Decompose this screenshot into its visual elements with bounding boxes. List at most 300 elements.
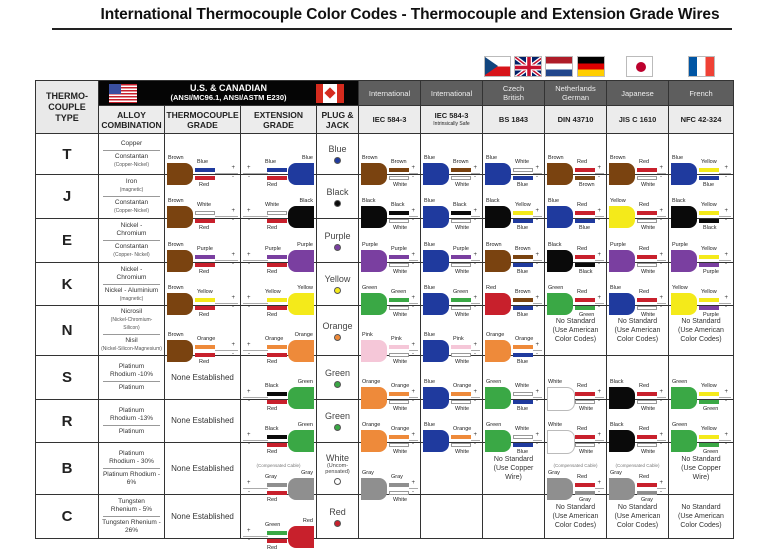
neg-sign: - <box>536 260 538 267</box>
pos-label: Green <box>391 289 407 295</box>
conductor-green <box>389 298 409 302</box>
std-label: JIS C 1610 <box>618 115 657 124</box>
lead-line <box>595 303 604 304</box>
lead-line <box>471 216 480 217</box>
alloy-negative <box>99 335 164 355</box>
neg-sign: - <box>232 304 234 310</box>
pos-sign: + <box>597 388 601 395</box>
pos-label: Yellow <box>701 426 717 432</box>
pos-label: Red <box>639 201 650 208</box>
neg-label: White <box>393 182 408 188</box>
uk-flag <box>514 56 542 77</box>
conductor-red <box>637 211 657 215</box>
alloy-negative <box>99 426 164 438</box>
intl-cell-4 <box>607 356 669 412</box>
lead-line <box>243 216 268 217</box>
neg-sign: - <box>536 304 538 310</box>
pos-label: Orange <box>197 335 216 342</box>
neg-sign: - <box>232 350 234 357</box>
pos-sign: + <box>659 388 663 395</box>
pos-label: Black <box>265 382 279 389</box>
type-row-n <box>36 306 734 356</box>
header-thermocouple-grade: THERMOCOUPLE GRADE <box>165 106 241 134</box>
alloy-negative-label: Platinum <box>118 384 145 391</box>
pos-sign: + <box>247 388 251 395</box>
alloy-negative <box>99 517 164 537</box>
conductor-orange <box>389 435 409 439</box>
pos-label: Yellow <box>701 289 717 295</box>
alloy-negative-label: Constantan <box>114 243 149 250</box>
alloy-negative <box>99 151 164 171</box>
lead-line <box>533 350 542 351</box>
extension-grade-cell <box>241 175 317 231</box>
czech-flag <box>484 56 511 77</box>
pos-sign: + <box>247 527 251 534</box>
conductor-pink <box>389 345 409 349</box>
intl-cell-1 <box>421 495 483 539</box>
jacket-label: Pink <box>362 331 373 338</box>
alloy-positive <box>103 405 160 426</box>
neg-sign: - <box>474 260 476 267</box>
conductor-brown <box>389 168 409 172</box>
neg-label: White <box>455 405 470 412</box>
intl-cell-1 <box>421 134 483 188</box>
conductor-brown <box>513 255 533 259</box>
alloy-combination <box>99 134 165 175</box>
neg-sign: - <box>725 304 727 310</box>
plug-color-label: Orange <box>322 320 353 331</box>
neg-sign: - <box>474 304 476 310</box>
thermocouple-type: E <box>36 219 99 263</box>
lead-line <box>215 303 238 304</box>
pos-sign: + <box>411 432 415 438</box>
jacket-label: Brown <box>168 155 184 161</box>
pos-sign: + <box>247 251 251 258</box>
no-standard-text: No Standard (Use American Color Codes) <box>614 504 661 529</box>
extension-grade-cell <box>241 495 317 551</box>
pos-sign: + <box>535 165 539 171</box>
pos-sign: + <box>411 341 415 348</box>
lead-line <box>595 216 604 217</box>
pos-label: Yellow <box>265 289 281 295</box>
conductor-blue <box>267 168 287 172</box>
pos-label: Brown <box>515 289 531 295</box>
neg-sign: - <box>248 488 250 495</box>
header-region-5: French <box>669 81 734 106</box>
conductor-green <box>267 531 287 535</box>
jacket-label: Blue <box>424 155 436 161</box>
type-row-s <box>36 356 734 400</box>
lead-line <box>533 216 542 217</box>
alloy-positive-note: (Nickel-Chromium- Silicon) <box>110 317 153 331</box>
pos-sign: + <box>473 341 477 348</box>
thermocouple-grade-cell <box>165 134 241 188</box>
pos-label: Red <box>577 159 588 165</box>
neg-sign: - <box>474 441 476 447</box>
conductor-yellow <box>699 435 719 439</box>
alloy-negative-label: Constantan <box>114 199 149 206</box>
neg-sign: - <box>598 304 600 310</box>
lead-line <box>533 260 542 261</box>
intl-cell-0 <box>359 260 421 318</box>
std-label: BS 1843 <box>498 115 529 124</box>
thermocouple-type: T <box>36 134 99 175</box>
lead-line <box>215 350 238 351</box>
lead-line <box>471 260 480 261</box>
pos-sign: + <box>535 207 539 214</box>
neg-label: Red <box>199 268 210 275</box>
lead-line <box>243 440 268 441</box>
conductor-blue <box>195 168 215 172</box>
plug-jack-cell <box>317 134 359 175</box>
alloy-negative-note: (Copper-Nickel) <box>113 161 149 168</box>
pos-sign: + <box>597 295 601 301</box>
pos-sign: + <box>659 251 663 258</box>
pos-label: Green <box>453 289 469 295</box>
lead-line <box>409 488 418 489</box>
header-std-0 <box>359 106 421 134</box>
jacket-label: Gray <box>548 469 560 476</box>
jacket-label: Green <box>362 285 378 291</box>
alloy-negative-label: Constantan <box>114 152 149 160</box>
neg-label: White <box>641 224 656 231</box>
alloy-negative-label: Nisil <box>125 337 138 344</box>
lead-line <box>409 216 418 217</box>
france-flag <box>688 56 715 77</box>
intl-cell-2 <box>483 443 545 495</box>
neg-label: Red <box>267 358 278 365</box>
intl-cell-3 <box>545 134 607 188</box>
jacket-label: Green <box>486 422 502 428</box>
neg-sign: - <box>660 397 662 404</box>
intl-cell-0 <box>359 306 421 365</box>
intl-cell-5 <box>669 216 734 275</box>
pos-sign: + <box>597 165 601 171</box>
neg-sign: - <box>725 397 727 404</box>
conductor-orange <box>451 392 471 396</box>
lead-line <box>595 260 604 261</box>
pos-label: Blue <box>265 159 277 165</box>
conductor-purple <box>267 255 287 259</box>
conductor-pink <box>451 345 471 349</box>
neg-sign: - <box>412 397 414 404</box>
plug-color-label: Yellow <box>324 274 351 284</box>
neg-sign: - <box>660 216 662 223</box>
intl-cell-5 <box>669 260 734 318</box>
lead-line <box>409 303 418 304</box>
neg-sign: - <box>660 488 662 495</box>
none-established: None Established <box>171 416 234 425</box>
neg-label: White <box>641 182 656 188</box>
pos-sign: + <box>724 295 728 301</box>
conductor-black <box>267 392 287 396</box>
intl-cell-4 <box>607 443 669 503</box>
pos-label: Yellow <box>197 289 213 295</box>
lead-line <box>657 303 666 304</box>
conductor-red <box>637 483 657 487</box>
conductor-red <box>637 435 657 439</box>
intl-cell-4 <box>607 495 669 539</box>
jacket-label: Green <box>548 285 564 291</box>
intl-cell-0 <box>359 216 421 275</box>
pos-label: Red <box>577 473 588 480</box>
neg-label: Blue <box>517 312 529 318</box>
jacket-label: Brown <box>610 155 626 161</box>
pos-sign: + <box>411 207 415 214</box>
pos-label: Black <box>453 201 467 208</box>
neg-label: White <box>393 268 408 275</box>
alloy-positive <box>103 306 160 335</box>
intl-cell-5 <box>669 306 734 356</box>
intl-cell-4 <box>607 175 669 231</box>
extension-grade-cell <box>241 356 317 412</box>
intl-cell-2 <box>483 216 545 275</box>
neg-sign: - <box>412 350 414 357</box>
jacket-label: Blue <box>424 331 436 338</box>
conductor-purple <box>389 255 409 259</box>
plug-jack-cell <box>317 495 359 539</box>
intl-cell-0 <box>359 495 421 539</box>
pos-sign: + <box>724 388 728 395</box>
lead-line <box>533 440 542 441</box>
plug-dot-icon <box>334 478 341 485</box>
conductor-brown <box>451 168 471 172</box>
pos-label: Red <box>639 473 650 480</box>
pos-label: White <box>515 382 530 389</box>
alloy-positive <box>103 176 160 197</box>
lead-line <box>471 303 480 304</box>
alloy-negative <box>99 197 164 217</box>
neg-label: Blue <box>517 358 529 365</box>
pos-label: Purple <box>265 245 281 252</box>
neg-label: White <box>641 405 656 412</box>
header-thermocouple-type: THERMO-COUPLE TYPE <box>36 81 99 134</box>
conductor-red <box>575 392 595 396</box>
jacket-label: Purple <box>610 241 626 248</box>
pos-sign: + <box>411 479 415 486</box>
thermocouple-grade-cell <box>165 495 241 539</box>
pos-sign: + <box>724 432 728 438</box>
conductor-orange <box>451 435 471 439</box>
pos-label: Orange <box>453 382 472 389</box>
pos-label: Red <box>639 159 650 165</box>
lead-line <box>657 216 666 217</box>
intl-cell-1 <box>421 356 483 412</box>
conductor-orange <box>267 345 287 349</box>
type-row-c <box>36 495 734 539</box>
plug-color-label: Purple <box>324 230 351 241</box>
intl-cell-3 <box>545 495 607 539</box>
header-plug-jack: PLUG & JACK <box>317 106 359 134</box>
lead-line <box>533 397 542 398</box>
neg-sign: - <box>412 260 414 267</box>
alloy-combination <box>99 263 165 306</box>
header-std-1 <box>421 106 483 134</box>
no-standard-text: No Standard (Use Copper Wire) <box>681 456 721 481</box>
pos-sign: + <box>473 251 477 258</box>
none-established: None Established <box>171 463 234 473</box>
conductor-red <box>637 298 657 302</box>
lead-line <box>719 440 731 441</box>
jacket-label: Blue <box>424 241 436 248</box>
jacket-label: Blue <box>672 155 684 161</box>
neg-label: Red <box>267 405 278 412</box>
jacket-label: Black <box>610 378 624 385</box>
alloy-positive <box>103 361 160 382</box>
plug-color-label: Green <box>324 367 350 378</box>
pos-sign: + <box>535 295 539 301</box>
conductor-red <box>575 211 595 215</box>
alloy-positive-label: Platinum Rhodium -13% <box>110 406 153 422</box>
conductor-red <box>575 168 595 172</box>
neg-label: Green <box>703 449 719 455</box>
neg-sign: - <box>232 174 234 180</box>
alloy-negative-label: Nickel - Aluminium <box>104 286 159 294</box>
jacket-label: Gray <box>301 469 313 476</box>
intl-cell-2 <box>483 495 545 539</box>
neg-label: White <box>455 224 470 231</box>
intl-cell-5 <box>669 443 734 495</box>
lead-line <box>533 303 542 304</box>
header-region-0: International <box>359 81 421 106</box>
pos-sign: + <box>247 295 251 301</box>
alloy-positive <box>103 264 160 285</box>
pos-label: White <box>265 201 280 208</box>
jacket-label: Green <box>672 378 688 385</box>
canada-flag <box>316 84 344 103</box>
neg-label: Black <box>579 268 593 275</box>
intl-cell-0 <box>359 443 421 503</box>
alloy-positive-label: Nicrosil <box>120 308 143 315</box>
neg-label: Blue <box>517 268 529 275</box>
alloy-positive <box>103 220 160 241</box>
jacket-label: Brown <box>362 155 378 161</box>
lead-line <box>215 260 238 261</box>
neg-label: Red <box>199 358 210 365</box>
neg-label: Blue <box>517 405 529 412</box>
intl-cell-5 <box>669 495 734 539</box>
pos-label: Purple <box>391 245 407 252</box>
neg-sign: - <box>660 260 662 267</box>
jacket-label: Blue <box>424 378 436 385</box>
conductor-black <box>451 211 471 215</box>
header-region-2: Czech British <box>483 81 545 106</box>
conductor-brown <box>513 298 533 302</box>
plug-jack-cell <box>317 263 359 306</box>
extension-grade-cell <box>241 397 317 455</box>
pos-label: Red <box>577 289 588 295</box>
header-std-5 <box>669 106 734 134</box>
alloy-negative <box>99 382 164 394</box>
neg-label: White <box>393 405 408 412</box>
neg-label: White <box>393 496 408 503</box>
extension-grade-cell <box>241 260 317 318</box>
jacket-label: Purple <box>672 241 688 248</box>
pos-label: Purple <box>453 245 469 252</box>
neg-label: White <box>455 358 470 365</box>
neg-label: White <box>393 449 408 455</box>
pos-label: Brown <box>453 159 469 165</box>
neg-label: Purple <box>703 312 719 318</box>
extension-grade-cell <box>241 134 317 188</box>
pos-label: Green <box>265 521 281 528</box>
intl-cell-5 <box>669 356 734 412</box>
conductor-yellow <box>699 392 719 396</box>
lead-line <box>243 536 268 537</box>
pos-sign: + <box>724 251 728 258</box>
plug-note: (Uncom-pensated) <box>325 462 350 475</box>
alloy-negative-label: Tungsten Rhenium - 26% <box>102 519 161 534</box>
lead-line <box>409 397 418 398</box>
thermocouple-grade-cell <box>165 175 241 231</box>
intl-cell-1 <box>421 216 483 275</box>
pos-sign: + <box>231 251 235 258</box>
neg-sign: - <box>536 397 538 404</box>
header-us-canadian <box>99 81 359 106</box>
plug-dot-icon <box>334 244 341 251</box>
alloy-negative-note: (magnetic) <box>119 295 144 302</box>
alloy-combination <box>99 175 165 219</box>
pos-label: Orange <box>453 426 472 432</box>
pos-sign: + <box>247 207 251 214</box>
no-standard-text: No Standard (Use American Color Codes) <box>678 504 724 529</box>
pos-sign: + <box>535 432 539 438</box>
lead-line <box>243 488 268 489</box>
conductor-red <box>637 392 657 396</box>
extension-grade-cell <box>241 443 317 503</box>
conductor-red <box>637 168 657 172</box>
alloy-combination <box>99 495 165 539</box>
lead-line <box>719 303 731 304</box>
pos-sign: + <box>231 207 235 214</box>
pos-label: Orange <box>265 335 284 342</box>
conductor-white <box>513 435 533 439</box>
thermocouple-type: N <box>36 306 99 356</box>
alloy-positive-label: Platinum Rhodium - 30% <box>109 450 154 465</box>
alloy-negative <box>99 241 164 261</box>
pos-label: Red <box>639 245 650 252</box>
conductor-white <box>513 168 533 172</box>
jacket-label: Black <box>548 241 562 248</box>
alloy-positive-label: Iron <box>125 178 138 185</box>
intl-cell-3 <box>545 443 607 503</box>
pos-label: Yellow <box>701 382 717 389</box>
jacket-label: Blue <box>610 285 622 291</box>
intl-cell-0 <box>359 397 421 455</box>
type-row-e <box>36 219 734 263</box>
neg-label: Red <box>267 224 278 231</box>
conductor-yellow <box>699 255 719 259</box>
jacket-label: Black <box>362 197 376 204</box>
plug-color-label: Black <box>326 186 349 197</box>
intl-cell-3 <box>545 260 607 318</box>
cable-note: (Compensated Cable) <box>615 462 660 468</box>
none-established: None Established <box>171 372 234 382</box>
neg-label: Red <box>267 496 278 503</box>
jacket-label: Gray <box>362 469 374 476</box>
neg-label: Red <box>199 182 210 188</box>
alloy-combination <box>99 219 165 263</box>
thermocouple-type: S <box>36 356 99 400</box>
intl-cell-4 <box>607 216 669 275</box>
jacket-label: White <box>548 422 563 428</box>
intl-cell-0 <box>359 175 421 231</box>
neg-label: White <box>455 182 470 188</box>
neg-sign: - <box>474 216 476 223</box>
pos-label: Red <box>639 289 650 295</box>
lead-line <box>243 350 268 351</box>
neg-label: White <box>393 312 408 318</box>
